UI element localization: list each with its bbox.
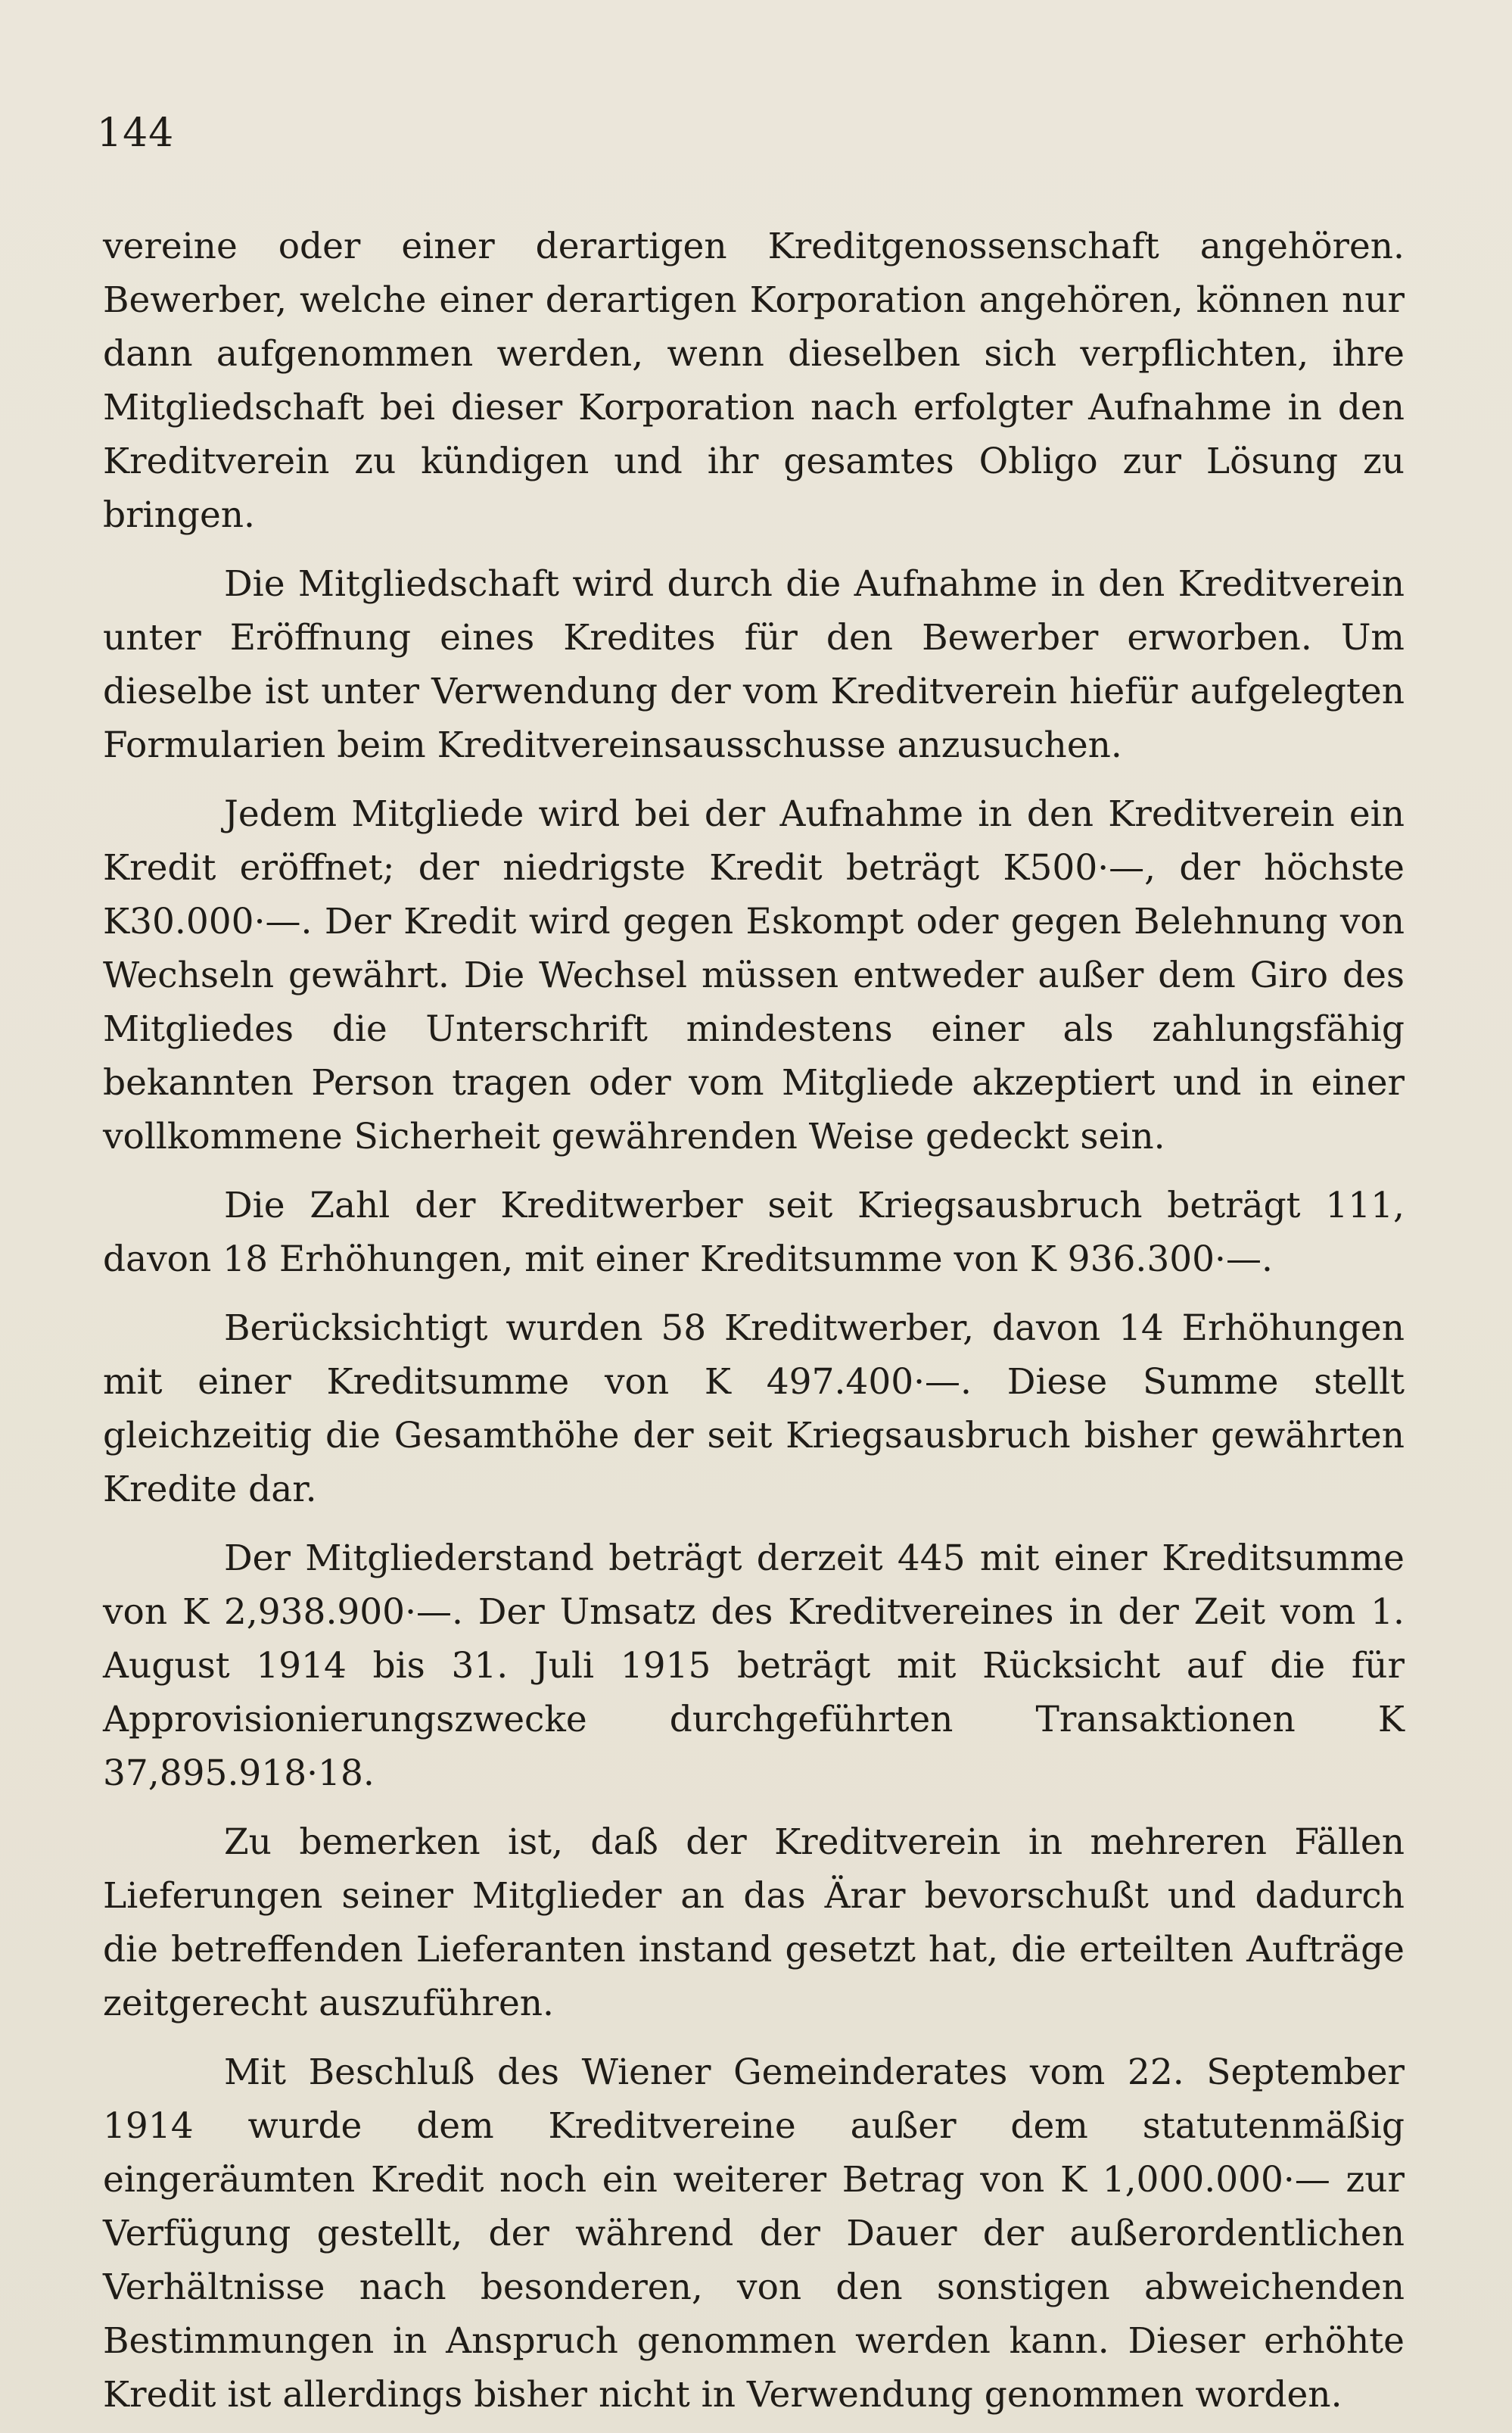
- paragraph-2: Die Mitgliedschaft wird durch die Aufnahme in den Kreditverein unter Eröffnung eines Kredites für den Bewerber erworben. Um dieselbe ist unter Verwendung der vom Kreditverein hiefür aufgelegten Formularien beim Kreditvereinsausschusse anzusuchen.: [103, 563, 1405, 766]
- paragraph-4: Die Zahl der Kreditwerber seit Kriegsausbruch beträgt 111, davon 18 Erhöhungen, mit einer Kreditsumme von K 936.300·—.: [103, 1185, 1405, 1280]
- paragraph-7: Zu bemerken ist, daß der Kreditverein in mehreren Fällen Lieferungen seiner Mitglieder an das Ärar bevorschußt und dadurch die betreffenden Lieferanten instand gesetzt hat, die erteilten Aufträge zeitgerecht auszuführen.: [103, 1821, 1405, 2024]
- paragraph-8: Mit Beschluß des Wiener Gemeinderates vom 22. September 1914 wurde dem Kreditvereine außer dem statutenmäßig eingeräumten Kredit noch ein weiterer Betrag von K 1,000.000·— zur Verfügung gestellt, der während der Dauer der außerordentlichen Verhältnisse nach besonderen, von den sonstigen abweichenden Bestimmungen in Anspruch genommen werden kann. Dieser erhöhte Kredit ist allerdings bisher nicht in Verwendung genommen worden.: [103, 2051, 1405, 2416]
- body-text: [103, 220, 1405, 2422]
- paragraph-1: vereine oder einer derartigen Kreditgenossenschaft angehören. Bewerber, welche einer derartigen Korporation angehören, können nur dann aufgenommen werden, wenn dieselben sich verpflichten, ihre Mitgliedschaft bei dieser Korporation nach erfolgter Aufnahme in den Kreditverein zu kündigen und ihr gesamtes Obligo zur Lösung zu bringen.: [103, 226, 1405, 536]
- paragraph-3: Jedem Mitgliede wird bei der Aufnahme in den Kreditverein ein Kredit eröffnet; der niedrigste Kredit beträgt K500·—, der höchste K30.000·—. Der Kredit wird gegen Eskompt oder gegen Belehnung von Wechseln gewährt. Die Wechsel müssen entweder außer dem Giro des Mitgliedes die Unterschrift mindestens einer als zahlungsfähig bekannten Person tragen oder vom Mitgliede akzeptiert und in einer vollkommene Sicherheit gewährenden Weise gedeckt sein.: [103, 793, 1405, 1157]
- paragraph-5: Berücksichtigt wurden 58 Kreditwerber, davon 14 Erhöhungen mit einer Kreditsumme von K 497.400·—. Diese Summe stellt gleichzeitig die Gesamthöhe der seit Kriegsausbruch bisher gewährten Kredite dar.: [103, 1307, 1405, 1510]
- paragraph-6: Der Mitgliederstand beträgt derzeit 445 mit einer Kreditsumme von K 2,938.900·—. Der Umsatz des Kreditvereines in der Zeit vom 1. August 1914 bis 31. Juli 1915 beträgt mit Rücksicht auf die für Approvisionierungszwecke durchgeführten Transaktionen K 37,895.918·18.: [103, 1537, 1405, 1794]
- page-number: 144: [97, 111, 175, 156]
